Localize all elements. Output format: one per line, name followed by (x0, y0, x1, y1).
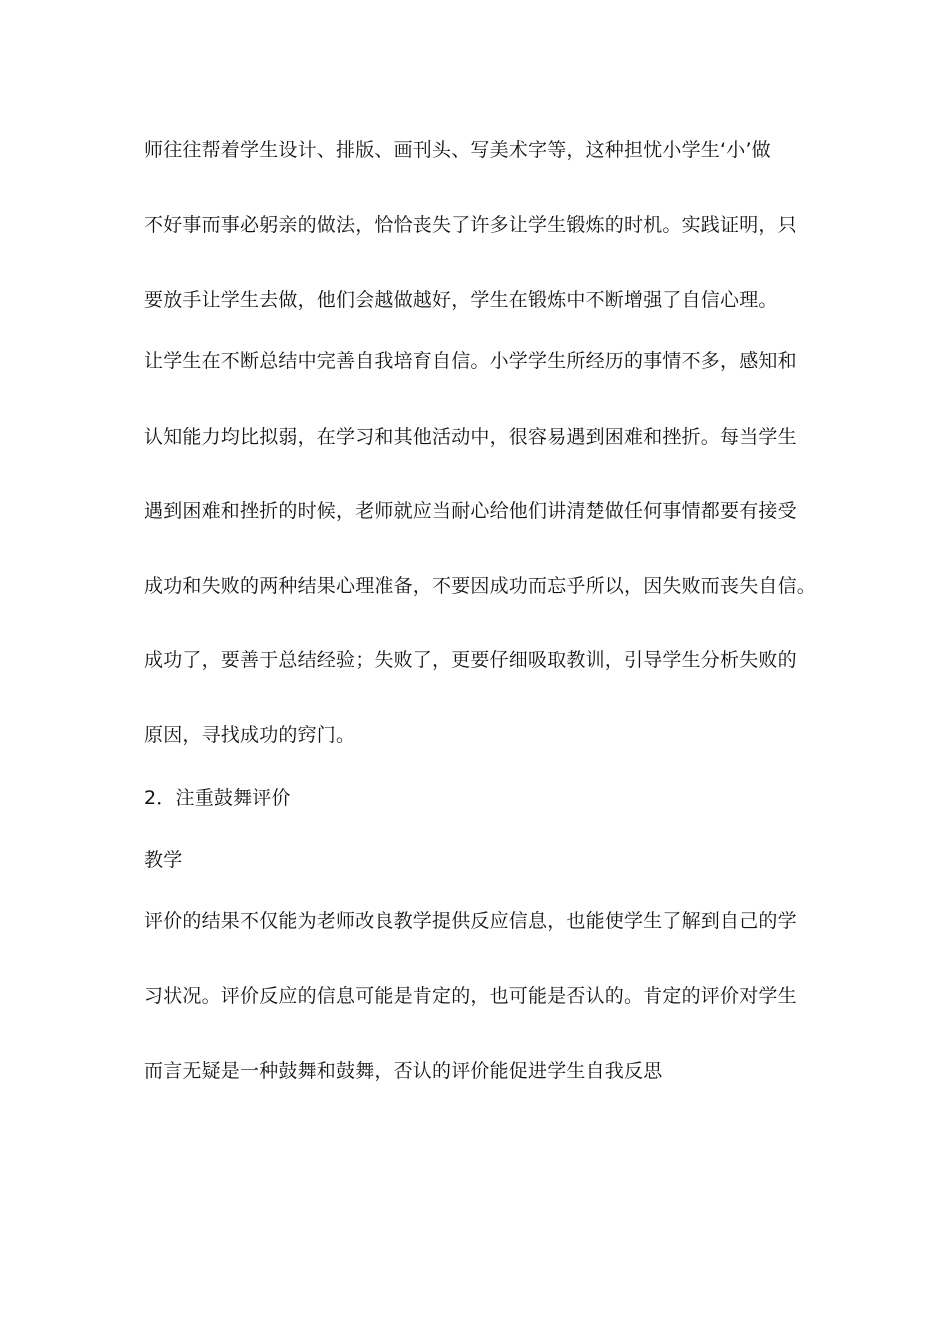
text-line: 遇到困难和挫折的时候，老师就应当耐心给他们讲清楚做任何事情都要有接受 (144, 500, 797, 522)
text-line: 让学生在不断总结中完善自我培育自信。小学学生所经历的事情不多，感知和 (144, 350, 797, 372)
text-line: 要放手让学生去做，他们会越做越好，学生在锻炼中不断增强了自信心理。 (144, 289, 778, 311)
text-line: 教学 (144, 849, 183, 871)
text-line: 不好事而事必躬亲的做法，恰恰丧失了许多让学生锻炼的时机。实践证明，只 (144, 214, 797, 236)
text-line: 评价的结果不仅能为老师改良教学提供反应信息，也能使学生了解到自己的学 (144, 910, 797, 932)
text-line: 而言无疑是一种鼓舞和鼓舞，否认的评价能促进学生自我反思 (144, 1060, 663, 1082)
text-line: 认知能力均比拟弱，在学习和其他活动中，很容易遇到困难和挫折。每当学生 (144, 426, 797, 448)
text-line: 成功和失败的两种结果心理准备，不要因成功而忘乎所以，因失败而丧失自信。 (144, 575, 817, 597)
section-heading: 2．注重鼓舞评价 (144, 787, 291, 809)
text-line: 师往往帮着学生设计、排版、画刊头、写美术字等，这种担忧小学生‘小’做 (144, 139, 771, 161)
text-line: 原因，寻找成功的窍门。 (144, 724, 356, 746)
text-line: 成功了，要善于总结经验；失败了，更要仔细吸取教训，引导学生分析失败的 (144, 649, 797, 671)
text-line: 习状况。评价反应的信息可能是肯定的，也可能是否认的。肯定的评价对学生 (144, 985, 797, 1007)
